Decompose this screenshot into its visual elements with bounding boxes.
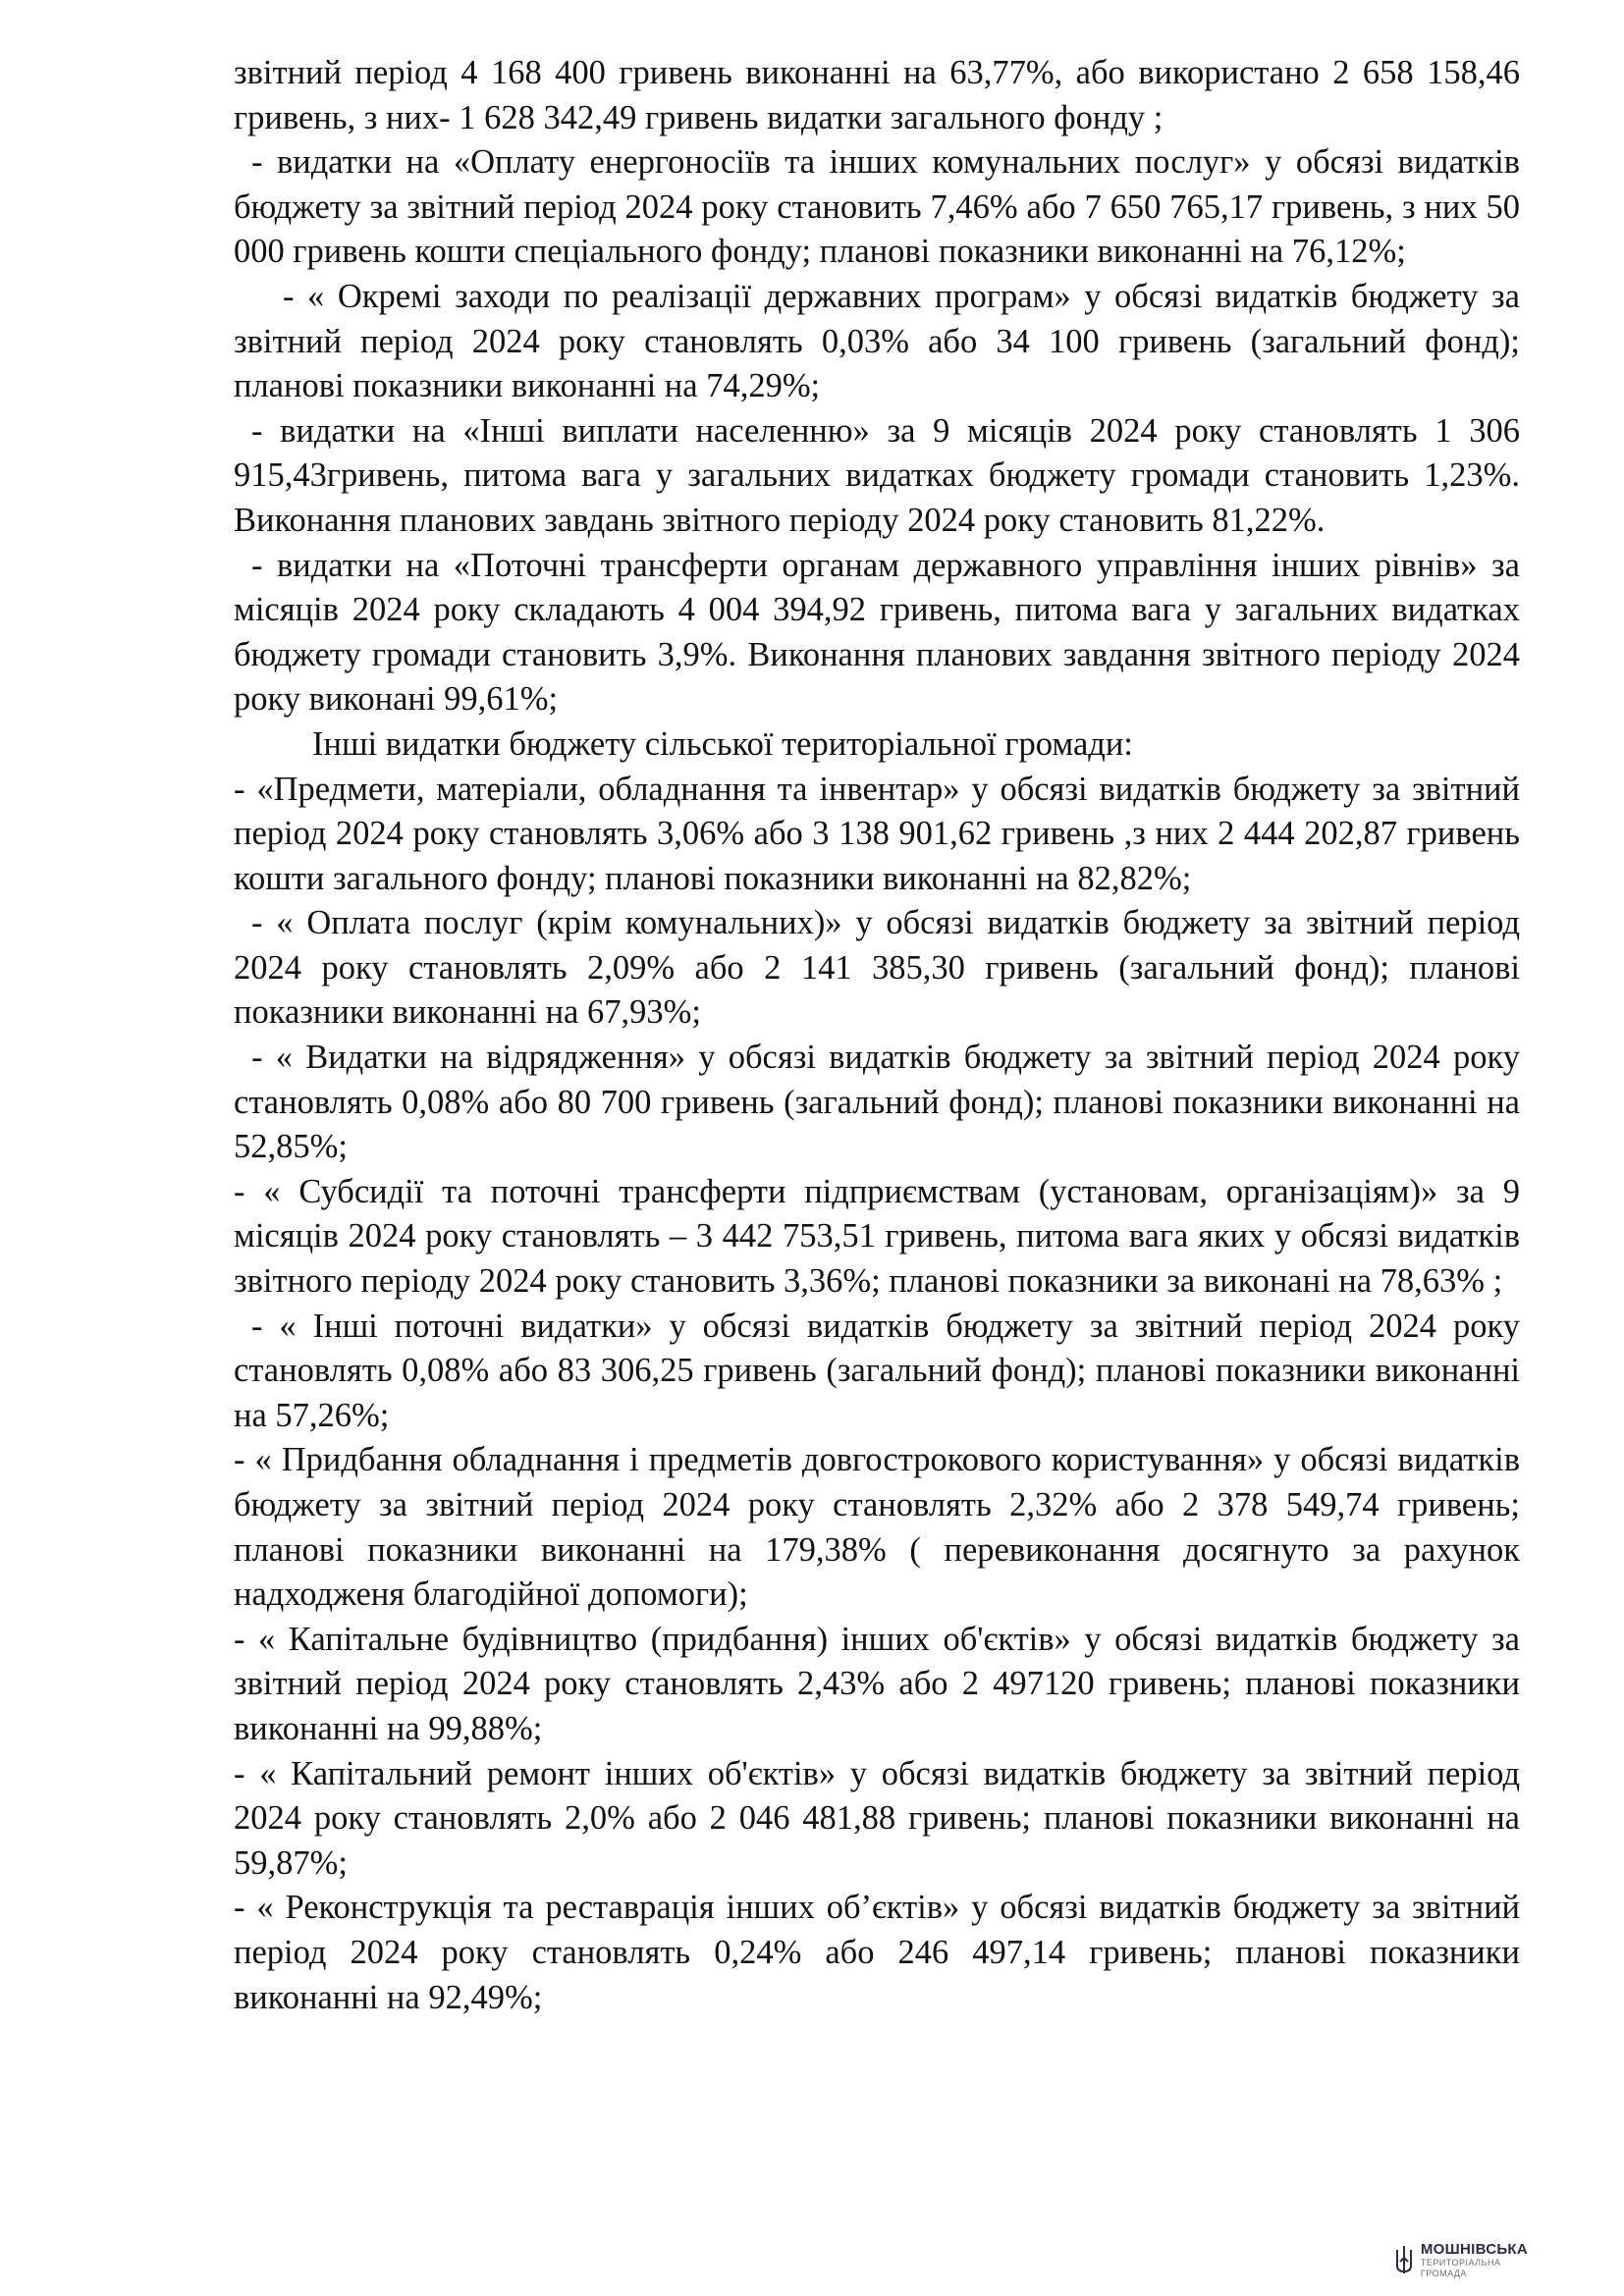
paragraph-8: - « Оплата послуг (крім комунальних)» у обсязі видатків бюджету за звітний період 2024 року становлять 2,09% або 2 141 385,30 гривень (загальний фонд); планові показники виконанні на 67,93%; (234, 904, 1520, 1032)
paragraph-1: звітний період 4 168 400 гривень виконанні на 63,77%, або використано 2 658 158,46 гривень, з них- 1 628 342,49 гривень видатки загального фонду ; (234, 54, 1520, 136)
logo-subtitle-2: ГРОМАДА (1420, 2269, 1467, 2278)
paragraph-9: - « Видатки на відрядження» у обсязі видатків бюджету за звітний період 2024 року становлять 0,08% або 80 700 гривень (загальний фонд); планові показники виконанні на 52,85%; (234, 1039, 1520, 1166)
paragraph-4: - видатки на «Інші виплати населенню» за 9 місяців 2024 року становлять 1 306 915,43гривень, питома вага у загальних видатках бюджету громади становить 1,23%. Виконання планових завдань звітного періоду 2024 року становить 81,22%. (234, 411, 1520, 539)
paragraph-5: - видатки на «Поточні трансферти органам державного управління інших рівнів» за місяців 2024 року складають 4 004 394,92 гривень, питома вага у загальних видатках бюджету громади становить 3,9%. Виконання планових завдання звітного періоду 2024 року виконані 99,61%; (234, 546, 1520, 719)
paragraph-11: - « Інші поточні видатки» у обсязі видатків бюджету за звітний період 2024 року становлять 0,08% або 83 306,25 гривень (загальний фонд); планові показники виконанні на 57,26%; (234, 1307, 1520, 1434)
paragraph-13: - « Капітальне будівництво (придбання) інших об'єктів» у обсязі видатків бюджету за звітний період 2024 року становлять 2,43% або 2 497120 гривень; планові показники виконанні на 99,88%; (234, 1620, 1520, 1747)
paragraph-2: - видатки на «Оплату енергоносіїв та інших комунальних послуг» у обсязі видатків бюджету за звітний період 2024 року становить 7,46% або 7 650 765,17 гривень, з них 50 000 гривень кошти спеціального фонду; планові показники виконанні на 76,12%; (234, 143, 1520, 271)
paragraph-15: - « Реконструкція та реставрація інших об’єктів» у обсязі видатків бюджету за звітний період 2024 року становлять 0,24% або 246 497,14 гривень; планові показники виконанні на 92,49%; (234, 1889, 1520, 2016)
document-body (234, 51, 1520, 2020)
community-logo (1393, 2242, 1528, 2278)
paragraph-10: - « Субсидії та поточні трансферти підприємствам (установам, організаціям)» за 9 місяців 2024 року становлять – 3 442 753,51 гривень, питома вага яких у обсязі видатків звітного періоду 2024 року становить 3,36%; планові показники за виконані на 78,63% ; (234, 1172, 1520, 1301)
paragraph-12: - « Придбання обладнання і предметів довгострокового користування» у обсязі видатків бюджету за звітний період 2024 року становлять 2,32% або 2 378 549,74 гривень; планові показники виконанні на 179,38% ( перевиконання досягнуто за рахунок надходженя благодійної допомоги); (234, 1441, 1520, 1614)
logo-subtitle-1: ТЕРИТОРІАЛЬНА (1420, 2258, 1501, 2268)
paragraph-7: - «Предмети, матеріали, обладнання та інвентар» у обсязі видатків бюджету за звітний період 2024 року становлять 3,06% або 3 138 901,62 гривень ,з них 2 444 202,87 гривень кошти загального фонду; планові показники виконанні на 82,82%; (234, 770, 1520, 897)
paragraph-14: - « Капітальний ремонт інших об'єктів» у обсязі видатків бюджету за звітний період 2024 року становлять 2,0% або 2 046 481,88 гривень; планові показники виконанні на 59,87%; (234, 1754, 1520, 1882)
paragraph-3: - « Окремі заходи по реалізації державних програм» у обсязі видатків бюджету за звітний період 2024 року становлять 0,03% або 34 100 гривень (загальний фонд); планові показники виконанні на 74,29%; (234, 277, 1520, 405)
logo-text (1421, 2242, 1528, 2278)
trident-emblem-icon (1393, 2244, 1415, 2277)
section-heading: Інші видатки бюджету сільської територіальної громади: (312, 724, 1133, 763)
logo-title: МОШНІВСЬКА (1420, 2241, 1528, 2258)
